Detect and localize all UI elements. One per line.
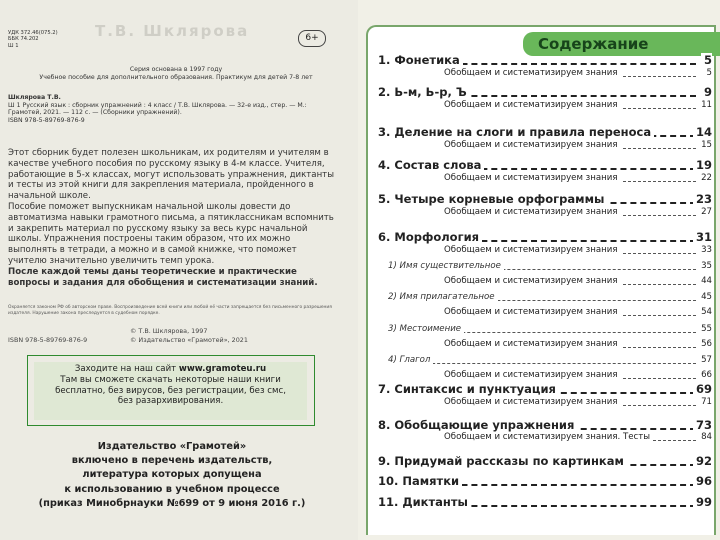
- catalog-udk: УДК 372.46(075.2): [8, 30, 58, 36]
- toc-entry-label: 3) Местоимение: [388, 324, 464, 334]
- toc-entry-label: Обобщаем и систематизируем знания: [444, 140, 621, 150]
- watermark: [607, 500, 665, 516]
- toc-entry-label: Обобщаем и систематизируем знания: [444, 339, 621, 349]
- toc-entry-label: Обобщаем и систематизируем знания: [444, 207, 621, 217]
- catalog-index: Ш 1: [8, 42, 19, 49]
- toc-entry-page: 5: [704, 68, 712, 78]
- toc-entry-page: 84: [698, 432, 712, 442]
- publisher-line: литература которых допущена: [82, 469, 262, 481]
- toc-entry-page: 73: [693, 418, 712, 432]
- toc-entry-label: Обобщаем и систематизируем знания: [444, 100, 621, 110]
- website-promo-line: без разархивирования.: [117, 396, 224, 407]
- publisher-line: к использованию в учебном процессе: [64, 483, 280, 495]
- toc-entry-label: Обобщаем и систематизируем знания: [444, 307, 621, 317]
- website-promo-line: Там вы сможете скачать некоторые наши книги: [60, 374, 281, 385]
- toc-entry-main: [368, 192, 712, 208]
- biblio-description: Ш 1 Русский язык : сборник упражнений : 4 класс / Т.В. Шклярова. — 32-е изд., стер. — М.: Грамотей, 2021. — 112 с. — (Сборники упражнений).: [8, 101, 307, 117]
- toc-entry-page: 92: [693, 454, 712, 468]
- isbn-bottom: ISBN 978-5-89769-876-9: [8, 336, 88, 344]
- copyright-author: © Т.В. Шклярова, 1997: [130, 327, 208, 335]
- toc-entry-page: 15: [698, 140, 712, 150]
- toc-entry-page: 35: [698, 261, 712, 271]
- toc-entry-label: Обобщаем и систематизируем знания: [444, 276, 621, 286]
- toc-entry-page: 71: [698, 397, 712, 407]
- toc-entry-sub: [368, 307, 712, 323]
- toc-entry-sub: [368, 100, 712, 116]
- toc-entry-page: 96: [693, 474, 712, 488]
- toc-entry-label: 5. Четыре корневые орфограммы: [378, 192, 607, 206]
- toc-entry-label: 2) Имя прилагательное: [388, 292, 498, 302]
- toc-entry-page: 99: [693, 495, 712, 509]
- toc-entry-page: 9: [701, 85, 712, 99]
- toc-title: Содержание: [538, 35, 649, 53]
- toc-entry-page: 11: [698, 100, 712, 110]
- toc-entry-page: 55: [698, 324, 712, 334]
- website-promo-box: [27, 355, 315, 426]
- toc-entry-label: Обобщаем и систематизируем знания: [444, 68, 621, 78]
- toc-entry-section: [368, 324, 712, 340]
- copyright-publisher: © Издательство «Грамотей», 2021: [130, 336, 248, 344]
- toc-entry-page: 27: [698, 207, 712, 217]
- toc-entry-label: 1. Фонетика: [378, 53, 463, 67]
- toc-entry-label: 7. Синтаксис и пунктуация: [378, 382, 559, 396]
- website-promo-inner: [34, 362, 307, 420]
- annotation-paragraph: Пособие поможет выпускникам начальной школы довести до автоматизма навыки грамотного письма, а пятиклассникам вспомнить и закрепить материал по русскому языку за весь курс начальной школы. Упражнения построены таким образом, что их можно выполнять в тетради, а можно и в самой книжке, что поможет учителю значительно увеличить темп урока.: [8, 201, 334, 266]
- author-heading: Шклярова Т.В.: [8, 94, 61, 101]
- toc-entry-page: 56: [698, 339, 712, 349]
- toc-entry-label: 11. Диктанты: [378, 495, 471, 509]
- toc-entry-page: 45: [698, 292, 712, 302]
- website-promo-intro: Заходите на наш сайт: [74, 364, 177, 374]
- toc-entry-main: [368, 230, 712, 246]
- publisher-statement: [12, 440, 332, 511]
- publisher-line: Издательство «Грамотей»: [97, 441, 247, 452]
- annotation-bold: После каждой темы даны теоретические и практические вопросы и задания для обобщения и систематизации знаний.: [8, 266, 318, 288]
- series-note-line: Серия основана в 1997 году: [129, 66, 223, 73]
- toc-entry-main: [368, 125, 712, 141]
- toc-entry-label: 4) Глагол: [388, 355, 433, 365]
- toc-entry-page: 19: [693, 158, 712, 172]
- toc-entry-label: Обобщаем и систематизируем знания: [444, 245, 621, 255]
- publisher-line: включено в перечень издательств,: [71, 455, 273, 467]
- series-note-line: Учебное пособие для дополнительного образования. Практикум для детей 7-8 лет: [39, 73, 313, 81]
- toc-entry-sub: [368, 339, 712, 355]
- toc-entry-page: 66: [698, 370, 712, 380]
- toc-entry-main: [368, 454, 712, 470]
- toc-entry-sub: [368, 207, 712, 223]
- catalog-codes: [8, 30, 58, 49]
- age-rating-badge: 6+: [298, 30, 326, 47]
- toc-entry-page: 33: [698, 245, 712, 255]
- copyright-block: [130, 327, 248, 345]
- isbn-top: ISBN 978-5-89769-876-9: [8, 116, 85, 124]
- catalog-bbk: ББК 74.202: [8, 36, 39, 43]
- toc-entry-main: [368, 382, 712, 398]
- watermark-text: Avito: [624, 500, 665, 516]
- toc-entry-section: [368, 355, 712, 371]
- toc-entry-label: Обобщаем и систематизируем знания: [444, 370, 621, 380]
- toc-entry-label: 4. Состав слова: [378, 158, 484, 172]
- publisher-line: (приказ Минобрнауки №699 от 9 июня 2016 г.): [38, 497, 306, 509]
- toc-entry-label: 9. Придумай рассказы по картинкам: [378, 454, 627, 468]
- toc-entry-label: 6. Морфология: [378, 230, 482, 244]
- right-page: [358, 0, 720, 540]
- toc-entry-label: 2. Ь-м, Ь-р, Ъ: [378, 85, 470, 99]
- toc-panel: [366, 25, 716, 535]
- toc-entry-sub: [368, 245, 712, 261]
- toc-entry-label: 3. Деление на слоги и правила переноса: [378, 125, 654, 139]
- toc-entry-page: 44: [698, 276, 712, 286]
- toc-entry-sub: [368, 397, 712, 413]
- toc-entry-label: Обобщаем и систематизируем знания. Тесты: [444, 432, 653, 442]
- series-note: [26, 66, 326, 81]
- bibliographic-record: [8, 94, 338, 124]
- bleed-through-text: Т.В. Шклярова: [95, 22, 250, 40]
- toc-entry-sub: [368, 432, 712, 448]
- toc-entry-page: 57: [698, 355, 712, 365]
- website-promo-first-line: [34, 364, 307, 375]
- website-promo-line: бесплатно, без вирусов, без регистрации, без смс,: [55, 385, 286, 396]
- toc-entry-page: 23: [693, 192, 712, 206]
- toc-entry-main: [368, 474, 712, 490]
- toc-entry-label: 1) Имя существительное: [388, 261, 504, 271]
- website-url: www.gramoteu.ru: [178, 364, 267, 374]
- annotation-paragraph: Этот сборник будет полезен школьникам, их родителям и учителям в качестве учебного пособия по русскому языку в 4-м классе. Учителя, работающие в 5-х классах, могут использовать упражнения, диктанты и тесты из этой книги для закрепления материала, пройденного в начальной школе.: [8, 148, 334, 202]
- toc-entry-page: 14: [693, 125, 712, 139]
- toc-entry-page: 5: [701, 53, 712, 67]
- toc-entry-leader: [392, 363, 696, 364]
- avito-logo-icon: [607, 500, 621, 514]
- toc-entry-page: 31: [693, 230, 712, 244]
- toc-entry-label: Обобщаем и систематизируем знания: [444, 397, 621, 407]
- toc-entry-sub: [368, 140, 712, 156]
- toc-entry-main: [368, 53, 712, 69]
- toc-entry-label: 10. Памятки: [378, 474, 462, 488]
- toc-entry-sub: [368, 173, 712, 189]
- toc-entry-main: [368, 158, 712, 174]
- toc-entry-page: 54: [698, 307, 712, 317]
- toc-entry-label: Обобщаем и систематизируем знания: [444, 173, 621, 183]
- toc-entry-page: 69: [693, 382, 712, 396]
- legal-note: Охраняется законом РФ об авторском праве. Воспроизведение всей книги или любой её части запрещается без письменного разрешения издателя. Нарушение закона преследуется в судебном порядке.: [8, 305, 332, 316]
- toc-entry-sub: [368, 68, 712, 84]
- left-page: [0, 0, 358, 540]
- toc-entry-section: [368, 292, 712, 308]
- toc-entry-sub: [368, 276, 712, 292]
- toc-entry-section: [368, 261, 712, 277]
- annotation-text: [8, 148, 336, 288]
- toc-entry-main: [368, 85, 712, 101]
- toc-entry-page: 22: [698, 173, 712, 183]
- toc-entry-label: 8. Обобщающие упражнения: [378, 418, 577, 432]
